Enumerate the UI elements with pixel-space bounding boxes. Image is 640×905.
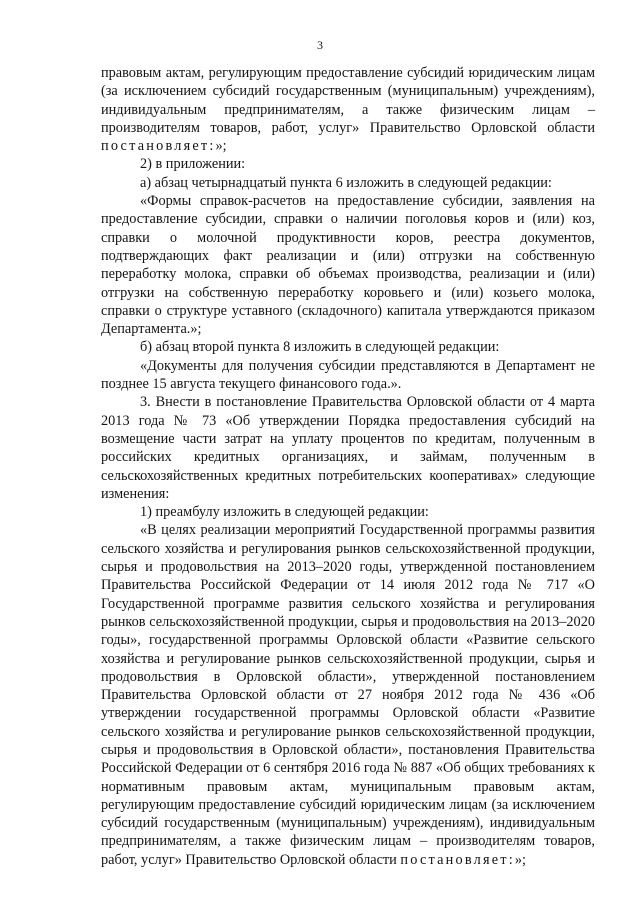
paragraph-tail: »; xyxy=(514,851,527,868)
paragraph-text: правовым актам, регулирующим предоставление субсидий юридическим лицам (за исключением субсидий государственным (муниципальным) учреждениям), индивидуальным предпринимателям, а также физическим лицам – производителям товаров, работ, услуг» Правительство Орловской области xyxy=(101,65,595,136)
paragraph-item-3: 3. Внести в постановление Правительства Орловской области от 4 марта 2013 года № 73 «Об утверждении Порядка предоставления субсидий на возмещение части затрат на уплату процентов по кредитам, полученным в российских кредитных организациях, и займам, полученным в сельскохозяйственных кредитных потребительских кооперативах» следующие изменения: xyxy=(101,394,595,502)
paragraph-item-2: 2) в приложении: xyxy=(140,156,246,173)
spaced-keyword: постановляет: xyxy=(400,851,515,868)
paragraph-text: «В целях реализации мероприятий Государственной программы развития сельского хозяйства и регулирования рынков сельскохозяйственной продукции, сырья и продовольствия на 2013–2020 годы, утвержденной постановлением Правительства Российской Федерации от 14 июля 2012 года № 717 «О Государственной программе развития сельского хозяйства и регулирования рынков сельскохозяйственной продукции, сырья и продовольствия на 2013–2020 годы», государственной программы Орловской области «Развитие сельского хозяйства и регулирование рынков сельскохозяйственной продукции, сырья и продовольствия в Орловской области», утвержденной постановлением Правительства Орловской области от 27 ноября 2012 года № 436 «Об утверждении государственной программы Орловской области «Развитие сельского хозяйства и регулирование рынков сельскохозяйственной продукции, сырья и продовольствия в Орловской области», постановления Правительства Российской Федерации от 6 сентября 2016 года № 887 «Об общих требованиях к нормативным правовым актам, муниципальным правовым актам, регулирующим предоставление субсидий юридическим лицам (за исключением субсидий государственным (муниципальным) учреждениям), индивидуальным предпринимателям, а также физическим лицам – производителям товаров, работ, услуг» Правительство Орловской области xyxy=(101,522,595,868)
paragraph-preamble-quote xyxy=(101,521,595,869)
paragraph-subitem-a: а) абзац четырнадцатый пункта 6 изложить в следующей редакции: xyxy=(140,174,552,191)
paragraph-continuation xyxy=(101,64,595,155)
spaced-keyword: постановляет: xyxy=(101,138,216,155)
paragraph-quote-documents: «Документы для получения субсидии представляются в Департамент не позднее 15 августа текущего финансового года.». xyxy=(101,357,595,393)
paragraph-quote-forms: «Формы справок-расчетов на предоставление субсидии, заявления на предоставление субсидии, справки о наличии поголовья коров и (или) коз, справки о молочной продуктивности коров, реестра документов, подтверждающих факт реализации и (или) отгрузки на собственную переработку молока, справки об объемах производства, реализации и (или) отгрузки на собственную переработку коровьего и (или) козьего молока, справки о структуре уставного (складочного) капитала утверждаются приказом Департамента.»; xyxy=(101,193,595,338)
document-body xyxy=(101,64,595,869)
paragraph-subitem-b: б) абзац второй пункта 8 изложить в следующей редакции: xyxy=(140,339,500,356)
paragraph-tail: »; xyxy=(215,138,227,155)
page-number: 3 xyxy=(317,38,323,52)
paragraph-preamble-item: 1) преамбулу изложить в следующей редакции: xyxy=(140,504,429,521)
